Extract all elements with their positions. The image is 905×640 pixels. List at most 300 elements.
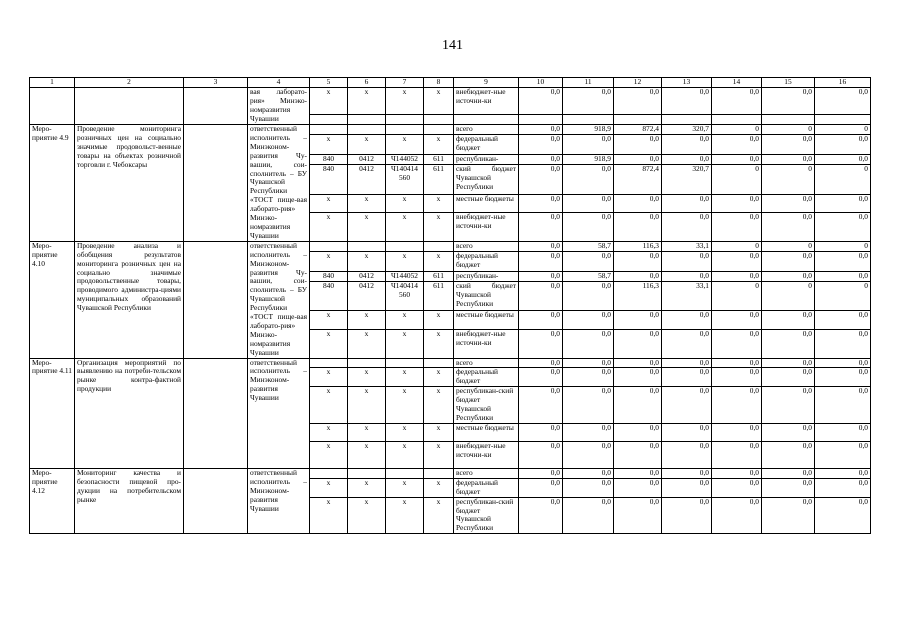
table-body — [30, 88, 871, 534]
amount-cell: 0,0 — [614, 358, 662, 368]
amount-cell: 0,0 — [762, 497, 815, 534]
amount-cell: 0,0 — [815, 387, 871, 424]
budget-code: x — [424, 194, 454, 213]
budget-code: x — [348, 135, 386, 155]
funding-source: местные бюджеты — [454, 423, 519, 441]
budget-code: x — [348, 88, 386, 115]
amount-cell: 0,0 — [762, 311, 815, 330]
budget-code — [424, 241, 454, 251]
amount-cell: 0,0 — [815, 271, 871, 281]
budget-code: x — [424, 311, 454, 330]
amount-cell: 0,0 — [614, 330, 662, 358]
budget-code: x — [310, 497, 348, 534]
program-cell — [184, 468, 248, 533]
column-header: 14 — [712, 78, 762, 88]
budget-code: x — [310, 213, 348, 241]
program-cell — [184, 358, 248, 468]
empty-cell — [815, 115, 871, 125]
column-header: 13 — [662, 78, 712, 88]
column-header: 3 — [184, 78, 248, 88]
amount-cell: 0,0 — [815, 213, 871, 241]
amount-cell: 0,0 — [614, 155, 662, 165]
budget-code: x — [424, 387, 454, 424]
program-cell — [184, 241, 248, 358]
budget-code: x — [386, 135, 424, 155]
funding-source: федеральный бюджет — [454, 478, 519, 497]
funding-source: республикан- — [454, 155, 519, 165]
amount-cell: 0,0 — [712, 423, 762, 441]
amount-cell: 0,0 — [563, 282, 614, 311]
amount-cell: 0,0 — [519, 271, 563, 281]
amount-cell: 0 — [815, 241, 871, 251]
amount-cell: 0,0 — [519, 387, 563, 424]
budget-code: 0412 — [348, 155, 386, 165]
budget-code — [386, 358, 424, 368]
funding-source: местные бюджеты — [454, 194, 519, 213]
budget-code: Ч140414 560 — [386, 282, 424, 311]
amount-cell: 0,0 — [762, 194, 815, 213]
budget-code: x — [310, 387, 348, 424]
budget-code: x — [348, 311, 386, 330]
funding-source: ский бюджет Чувашской Республики — [454, 282, 519, 311]
column-header: 5 — [310, 78, 348, 88]
activity-name-cell: Проведение мониторинга розничных цен на социально значимые продовольст-венные товары на объектах розничной торговли г. Чебоксары — [75, 125, 184, 242]
budget-code: x — [386, 252, 424, 272]
amount-cell: 0,0 — [662, 478, 712, 497]
amount-cell: 0,0 — [519, 423, 563, 441]
amount-cell: 0,0 — [563, 330, 614, 358]
column-header: 12 — [614, 78, 662, 88]
amount-cell: 0,0 — [712, 271, 762, 281]
amount-cell: 0,0 — [563, 387, 614, 424]
amount-cell: 0,0 — [614, 468, 662, 478]
empty-cell — [614, 115, 662, 125]
amount-cell: 0,0 — [614, 368, 662, 387]
budget-code: 611 — [424, 271, 454, 281]
column-header: 11 — [563, 78, 614, 88]
amount-cell: 0,0 — [762, 423, 815, 441]
amount-cell: 0 — [815, 165, 871, 194]
amount-cell: 0,0 — [563, 194, 614, 213]
funding-source: всего — [454, 241, 519, 251]
column-header: 10 — [519, 78, 563, 88]
amount-cell: 0,0 — [614, 423, 662, 441]
funding-source: ский бюджет Чувашской Республики — [454, 165, 519, 194]
budget-code: x — [310, 88, 348, 115]
amount-cell: 0,0 — [563, 497, 614, 534]
funding-source: внебюджет-ные источни-ки — [454, 88, 519, 115]
amount-cell: 58,7 — [563, 241, 614, 251]
amount-cell: 918,9 — [563, 125, 614, 135]
amount-cell: 0,0 — [815, 478, 871, 497]
budget-code: x — [424, 213, 454, 241]
amount-cell: 0,0 — [563, 88, 614, 115]
budget-code: x — [386, 497, 424, 534]
funding-source: внебюджет-ные источни-ки — [454, 441, 519, 468]
column-header: 6 — [348, 78, 386, 88]
amount-cell: 0,0 — [662, 135, 712, 155]
amount-cell: 0,0 — [662, 194, 712, 213]
amount-cell: 0,0 — [662, 88, 712, 115]
amount-cell: 0,0 — [662, 387, 712, 424]
amount-cell: 0,0 — [614, 213, 662, 241]
amount-cell: 0,0 — [563, 358, 614, 368]
budget-code: x — [310, 252, 348, 272]
budget-code: x — [310, 194, 348, 213]
amount-cell: 0,0 — [712, 368, 762, 387]
budget-code: 611 — [424, 282, 454, 311]
column-header: 1 — [30, 78, 75, 88]
amount-cell: 0,0 — [712, 497, 762, 534]
amount-cell: 0,0 — [614, 441, 662, 468]
amount-cell: 0,0 — [815, 88, 871, 115]
funding-source: внебюджет-ные источни-ки — [454, 330, 519, 358]
column-number-row — [30, 78, 871, 88]
budget-code: x — [348, 497, 386, 534]
table-row — [30, 358, 871, 368]
amount-cell: 0,0 — [815, 330, 871, 358]
budget-code: x — [348, 368, 386, 387]
budget-code: x — [310, 423, 348, 441]
amount-cell: 0 — [762, 241, 815, 251]
amount-cell: 0,0 — [519, 165, 563, 194]
budget-code: Ч144052 — [386, 155, 424, 165]
amount-cell: 0,0 — [762, 271, 815, 281]
budget-code — [310, 358, 348, 368]
empty-cell — [310, 115, 348, 125]
funding-source: республикан-ский бюджет Чувашской Республики — [454, 497, 519, 534]
amount-cell: 0,0 — [815, 441, 871, 468]
budget-code: x — [310, 330, 348, 358]
empty-cell — [454, 115, 519, 125]
budget-code — [424, 125, 454, 135]
budget-code: x — [348, 194, 386, 213]
amount-cell: 0,0 — [762, 330, 815, 358]
amount-cell: 0,0 — [712, 252, 762, 272]
budget-code: x — [424, 368, 454, 387]
activity-name-cell: Мониторинг качества и безопасности пищевой про-дукции на потребительском рынке — [75, 468, 184, 533]
budget-code: 840 — [310, 282, 348, 311]
amount-cell: 0,0 — [614, 88, 662, 115]
budget-code: x — [386, 368, 424, 387]
empty-cell — [386, 115, 424, 125]
empty-cell — [563, 115, 614, 125]
budget-code: 0412 — [348, 165, 386, 194]
amount-cell: 0,0 — [815, 358, 871, 368]
column-header: 15 — [762, 78, 815, 88]
amount-cell: 918,9 — [563, 155, 614, 165]
amount-cell: 0,0 — [614, 194, 662, 213]
amount-cell: 0,0 — [563, 441, 614, 468]
column-header: 9 — [454, 78, 519, 88]
budget-code — [348, 358, 386, 368]
amount-cell: 320,7 — [662, 125, 712, 135]
amount-cell: 0,0 — [563, 468, 614, 478]
amount-cell: 0,0 — [519, 368, 563, 387]
amount-cell: 0,0 — [519, 213, 563, 241]
amount-cell: 0,0 — [662, 311, 712, 330]
empty-cell — [712, 115, 762, 125]
amount-cell: 0 — [712, 241, 762, 251]
program-cell — [184, 125, 248, 242]
budget-code — [348, 468, 386, 478]
activity-id-cell: Меро-приятие 4.9 — [30, 125, 75, 242]
amount-cell: 0,0 — [712, 358, 762, 368]
budget-code: x — [386, 330, 424, 358]
amount-cell: 0 — [712, 165, 762, 194]
amount-cell: 872,4 — [614, 165, 662, 194]
amount-cell: 0 — [815, 125, 871, 135]
column-header: 4 — [248, 78, 310, 88]
amount-cell: 0,0 — [519, 358, 563, 368]
amount-cell: 0,0 — [519, 441, 563, 468]
budget-code: x — [310, 135, 348, 155]
amount-cell: 0,0 — [614, 478, 662, 497]
amount-cell: 0,0 — [614, 135, 662, 155]
amount-cell: 0,0 — [712, 311, 762, 330]
program-cell — [184, 88, 248, 125]
budget-code: x — [424, 135, 454, 155]
amount-cell: 0,0 — [519, 282, 563, 311]
amount-cell: 0,0 — [815, 368, 871, 387]
budget-code: 840 — [310, 155, 348, 165]
column-header: 8 — [424, 78, 454, 88]
budget-code: x — [424, 88, 454, 115]
page-number: 141 — [442, 38, 463, 53]
amount-cell: 116,3 — [614, 241, 662, 251]
amount-cell: 0,0 — [614, 311, 662, 330]
amount-cell: 0,0 — [815, 135, 871, 155]
amount-cell: 0,0 — [614, 271, 662, 281]
amount-cell: 0,0 — [662, 330, 712, 358]
budget-code — [424, 358, 454, 368]
amount-cell: 0,0 — [762, 387, 815, 424]
budget-code: Ч144052 — [386, 271, 424, 281]
budget-code: x — [348, 330, 386, 358]
budget-code — [348, 241, 386, 251]
amount-cell: 0,0 — [614, 497, 662, 534]
budget-code — [310, 468, 348, 478]
budget-code — [386, 125, 424, 135]
amount-cell: 0 — [762, 165, 815, 194]
budget-code: x — [348, 441, 386, 468]
budget-code — [348, 125, 386, 135]
budget-code: x — [310, 368, 348, 387]
budget-code: x — [310, 478, 348, 497]
budget-code: x — [424, 497, 454, 534]
amount-cell: 0,0 — [712, 468, 762, 478]
table-row — [30, 88, 871, 115]
activity-name-cell: Проведение анализа и обобщения результатов мониторинга розничных цен на социально значимые продовольственные товары, проводимого администра-циями муниципальных образований Чувашской Республики — [75, 241, 184, 358]
amount-cell: 0,0 — [563, 252, 614, 272]
amount-cell: 0,0 — [519, 155, 563, 165]
amount-cell: 0,0 — [815, 155, 871, 165]
budget-code: x — [348, 478, 386, 497]
budget-code: x — [424, 423, 454, 441]
budget-code: x — [386, 387, 424, 424]
budget-code: x — [310, 441, 348, 468]
budget-code — [310, 125, 348, 135]
budget-code: x — [386, 88, 424, 115]
empty-cell — [348, 115, 386, 125]
budget-code: 0412 — [348, 271, 386, 281]
amount-cell: 0,0 — [762, 252, 815, 272]
amount-cell: 0,0 — [712, 135, 762, 155]
budget-code: x — [386, 194, 424, 213]
amount-cell: 0,0 — [815, 468, 871, 478]
amount-cell: 0,0 — [614, 252, 662, 272]
budget-code: x — [348, 387, 386, 424]
responsible-executor: ответственный исполнитель – Минэконом-развития Чу-вашии, сои-сполнитель – БУ Чувашской Республики «ТОСТ пище-вая лаборато-рия» Минэко-номразвития Чувашии — [248, 125, 310, 242]
amount-cell: 0,0 — [519, 497, 563, 534]
activity-id-cell: Меро-приятие 4.11 — [30, 358, 75, 468]
amount-cell: 0,0 — [815, 311, 871, 330]
empty-cell — [424, 115, 454, 125]
empty-cell — [519, 115, 563, 125]
activity-name-cell: Организация мероприятий по выявлению на потреби-тельском рынке контра-фактной продукции — [75, 358, 184, 468]
amount-cell: 0,0 — [563, 368, 614, 387]
amount-cell: 0,0 — [712, 213, 762, 241]
budget-code: Ч140414 560 — [386, 165, 424, 194]
amount-cell: 0,0 — [662, 155, 712, 165]
budget-code: x — [424, 252, 454, 272]
amount-cell: 0,0 — [519, 311, 563, 330]
budget-code — [386, 241, 424, 251]
amount-cell: 0,0 — [662, 497, 712, 534]
activity-id-cell — [30, 88, 75, 125]
budget-code: x — [386, 423, 424, 441]
funding-source: внебюджет-ные источни-ки — [454, 213, 519, 241]
amount-cell: 0,0 — [712, 194, 762, 213]
table-row — [30, 468, 871, 478]
responsible-executor: вая лаборато-рия» Минэко-номразвития Чувашии — [248, 88, 310, 125]
amount-cell: 0,0 — [519, 135, 563, 155]
amount-cell: 0 — [815, 282, 871, 311]
amount-cell: 0,0 — [712, 88, 762, 115]
amount-cell: 0,0 — [519, 125, 563, 135]
amount-cell: 0,0 — [662, 423, 712, 441]
budget-code: x — [424, 330, 454, 358]
amount-cell: 33,1 — [662, 282, 712, 311]
budget-code: 0412 — [348, 282, 386, 311]
budget-code: x — [310, 311, 348, 330]
empty-cell — [762, 115, 815, 125]
responsible-executor: ответственный исполнитель – Минэконом-развития Чу-вашии, сои-сполнитель – БУ Чувашской Республики «ТОСТ пище-вая лаборато-рия» Минэко-номразвития Чувашии — [248, 241, 310, 358]
activity-id-cell: Меро-приятие 4.12 — [30, 468, 75, 533]
funding-source: федеральный бюджет — [454, 252, 519, 272]
activity-name-cell — [75, 88, 184, 125]
amount-cell: 58,7 — [563, 271, 614, 281]
amount-cell: 0,0 — [563, 135, 614, 155]
budget-code: x — [386, 478, 424, 497]
amount-cell: 0,0 — [662, 468, 712, 478]
amount-cell: 0,0 — [762, 368, 815, 387]
budget-code: x — [348, 423, 386, 441]
amount-cell: 0,0 — [519, 241, 563, 251]
amount-cell: 0,0 — [563, 478, 614, 497]
amount-cell: 0,0 — [662, 441, 712, 468]
responsible-executor: ответственный исполнитель – Минэконом-развития Чувашии — [248, 468, 310, 533]
amount-cell: 0 — [712, 282, 762, 311]
amount-cell: 0,0 — [815, 194, 871, 213]
budget-code: x — [386, 213, 424, 241]
amount-cell: 0,0 — [762, 358, 815, 368]
table-row — [30, 241, 871, 251]
amount-cell: 0,0 — [519, 330, 563, 358]
amount-cell: 0,0 — [662, 368, 712, 387]
amount-cell: 0,0 — [519, 194, 563, 213]
column-header: 7 — [386, 78, 424, 88]
empty-cell — [662, 115, 712, 125]
funding-source: всего — [454, 358, 519, 368]
budget-code: 611 — [424, 155, 454, 165]
activity-id-cell: Меро-приятие 4.10 — [30, 241, 75, 358]
amount-cell: 0,0 — [712, 155, 762, 165]
amount-cell: 0,0 — [712, 330, 762, 358]
funding-source: местные бюджеты — [454, 311, 519, 330]
funding-source: федеральный бюджет — [454, 135, 519, 155]
budget-code: x — [424, 441, 454, 468]
amount-cell: 0,0 — [815, 423, 871, 441]
amount-cell: 0,0 — [712, 387, 762, 424]
amount-cell: 0,0 — [662, 358, 712, 368]
budget-code: 840 — [310, 271, 348, 281]
amount-cell: 0,0 — [563, 311, 614, 330]
amount-cell: 0,0 — [762, 88, 815, 115]
budget-code: 840 — [310, 165, 348, 194]
budget-code — [310, 241, 348, 251]
budget-code: 611 — [424, 165, 454, 194]
budget-code — [386, 468, 424, 478]
amount-cell: 0,0 — [519, 478, 563, 497]
column-header: 2 — [75, 78, 184, 88]
amount-cell: 0,0 — [662, 271, 712, 281]
amount-cell: 0 — [762, 282, 815, 311]
amount-cell: 0,0 — [662, 252, 712, 272]
amount-cell: 872,4 — [614, 125, 662, 135]
funding-source: всего — [454, 125, 519, 135]
budget-code: x — [386, 441, 424, 468]
amount-cell: 116,3 — [614, 282, 662, 311]
amount-cell: 0,0 — [519, 252, 563, 272]
amount-cell: 0 — [762, 125, 815, 135]
amount-cell: 320,7 — [662, 165, 712, 194]
responsible-executor: ответственный исполнитель – Минэконом-развития Чувашии — [248, 358, 310, 468]
amount-cell: 0,0 — [519, 468, 563, 478]
amount-cell: 0,0 — [762, 441, 815, 468]
amount-cell: 0,0 — [815, 252, 871, 272]
funding-source: всего — [454, 468, 519, 478]
amount-cell: 0,0 — [762, 213, 815, 241]
amount-cell: 0,0 — [563, 165, 614, 194]
budget-table — [29, 77, 871, 534]
amount-cell: 0,0 — [712, 441, 762, 468]
budget-code: x — [348, 252, 386, 272]
amount-cell: 0,0 — [563, 423, 614, 441]
column-header: 16 — [815, 78, 871, 88]
budget-code: x — [348, 213, 386, 241]
amount-cell: 0,0 — [519, 88, 563, 115]
amount-cell: 0,0 — [762, 468, 815, 478]
funding-source: федеральный бюджет — [454, 368, 519, 387]
budget-code: x — [424, 478, 454, 497]
amount-cell: 0 — [712, 125, 762, 135]
funding-source: республикан-ский бюджет Чувашской Республики — [454, 387, 519, 424]
amount-cell: 0,0 — [762, 135, 815, 155]
budget-code: x — [386, 311, 424, 330]
table-row — [30, 125, 871, 135]
amount-cell: 0,0 — [614, 387, 662, 424]
